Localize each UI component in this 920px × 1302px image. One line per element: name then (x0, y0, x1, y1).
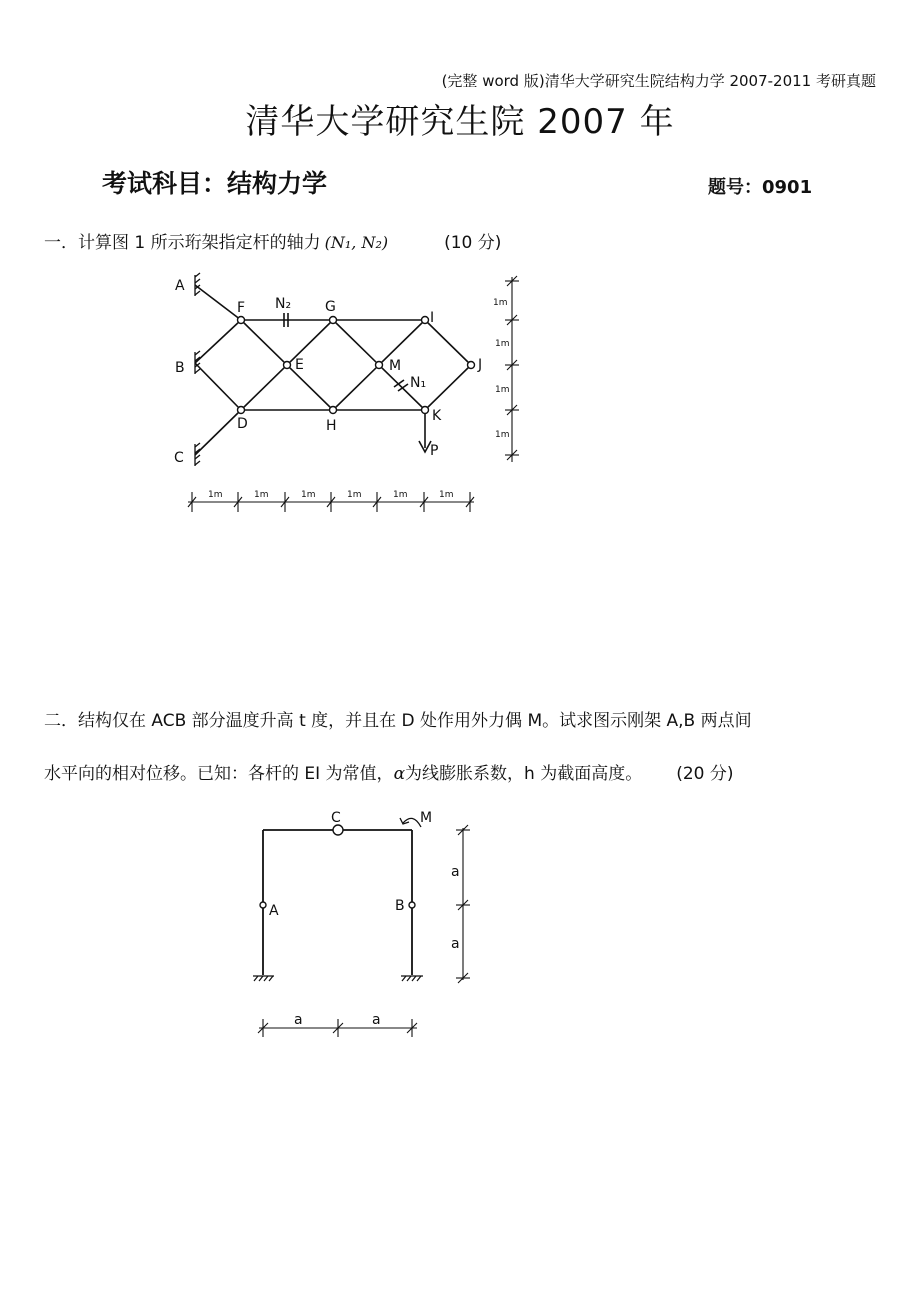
question-1-text: 一．计算图 1 所示珩架指定杆的轴力 (44, 233, 321, 253)
exam-subject: 考试科目：结构力学 (102, 169, 328, 198)
node-label-c: C (174, 450, 184, 466)
question-2-line-2b: 为线膨胀系数，h 为截面高度。 (405, 764, 643, 784)
frame-label-m: M (420, 810, 433, 826)
node-label-e: E (295, 357, 304, 373)
dim-v-3: 1m (495, 385, 510, 395)
dim-v-2: 1m (495, 339, 510, 349)
header-note: (完整 word 版)清华大学研究生院结构力学 2007-2011 考研真题 (441, 72, 876, 90)
exam-code: 题号：0901 (708, 177, 813, 198)
frame-hinges (260, 825, 415, 908)
node-label-k: K (432, 408, 442, 424)
frame-dimension-horizontal (258, 1019, 417, 1037)
node-label-j: J (478, 357, 483, 373)
dim-h-2: 1m (254, 490, 269, 500)
question-2-line-2a: 水平向的相对位移。已知：各杆的 EI 为常值， (44, 764, 394, 784)
dim-v-4: 1m (495, 430, 510, 440)
node-label-i: I (430, 310, 435, 326)
frame-dim-h-2: a (372, 1012, 381, 1028)
frame-dim-h-1: a (294, 1012, 303, 1028)
frame-dimension-vertical-labels (451, 864, 460, 952)
question-2-line-1: 二．结构仅在 ACB 部分温度升高 t 度，并且在 D 处作用外力偶 M。试求图示刚架 A,B 两点间 (44, 711, 752, 731)
dim-h-5: 1m (393, 490, 408, 500)
frame-dimension-vertical (456, 825, 470, 983)
dim-h-4: 1m (347, 490, 362, 500)
load-label-p: P (430, 443, 439, 459)
frame-labels (269, 810, 432, 919)
node-label-m: M (389, 358, 402, 374)
alpha-symbol: α (393, 764, 406, 784)
node-label-f: F (237, 300, 246, 316)
dim-h-3: 1m (301, 490, 316, 500)
node-label-b: B (175, 360, 185, 376)
frame-dimension-horizontal-labels (294, 1012, 381, 1028)
page-title: 清华大学研究生院 2007 年 (245, 102, 675, 142)
node-label-h: H (326, 418, 337, 434)
frame-label-c: C (331, 810, 341, 826)
question-1-math: (N₁, N₂) (324, 233, 389, 252)
node-label-g: G (325, 299, 336, 315)
frame-label-a: A (269, 903, 279, 919)
dim-h-1: 1m (208, 490, 223, 500)
node-label-d: D (237, 416, 248, 432)
question-1-points: (10 分) (444, 233, 502, 253)
member-label-n2: N₂ (275, 296, 292, 312)
frame-dim-v-1: a (451, 864, 460, 880)
moment-arrow-icon (400, 818, 421, 827)
frame-label-b: B (395, 898, 405, 914)
question-2-points: (20 分) (676, 764, 734, 784)
node-label-a: A (175, 278, 185, 294)
dim-h-6: 1m (439, 490, 454, 500)
dim-v-1: 1m (493, 298, 508, 308)
frame-supports (253, 976, 423, 981)
frame-dim-v-2: a (451, 936, 460, 952)
member-label-n1: N₁ (410, 375, 427, 391)
frame-members (263, 830, 412, 975)
